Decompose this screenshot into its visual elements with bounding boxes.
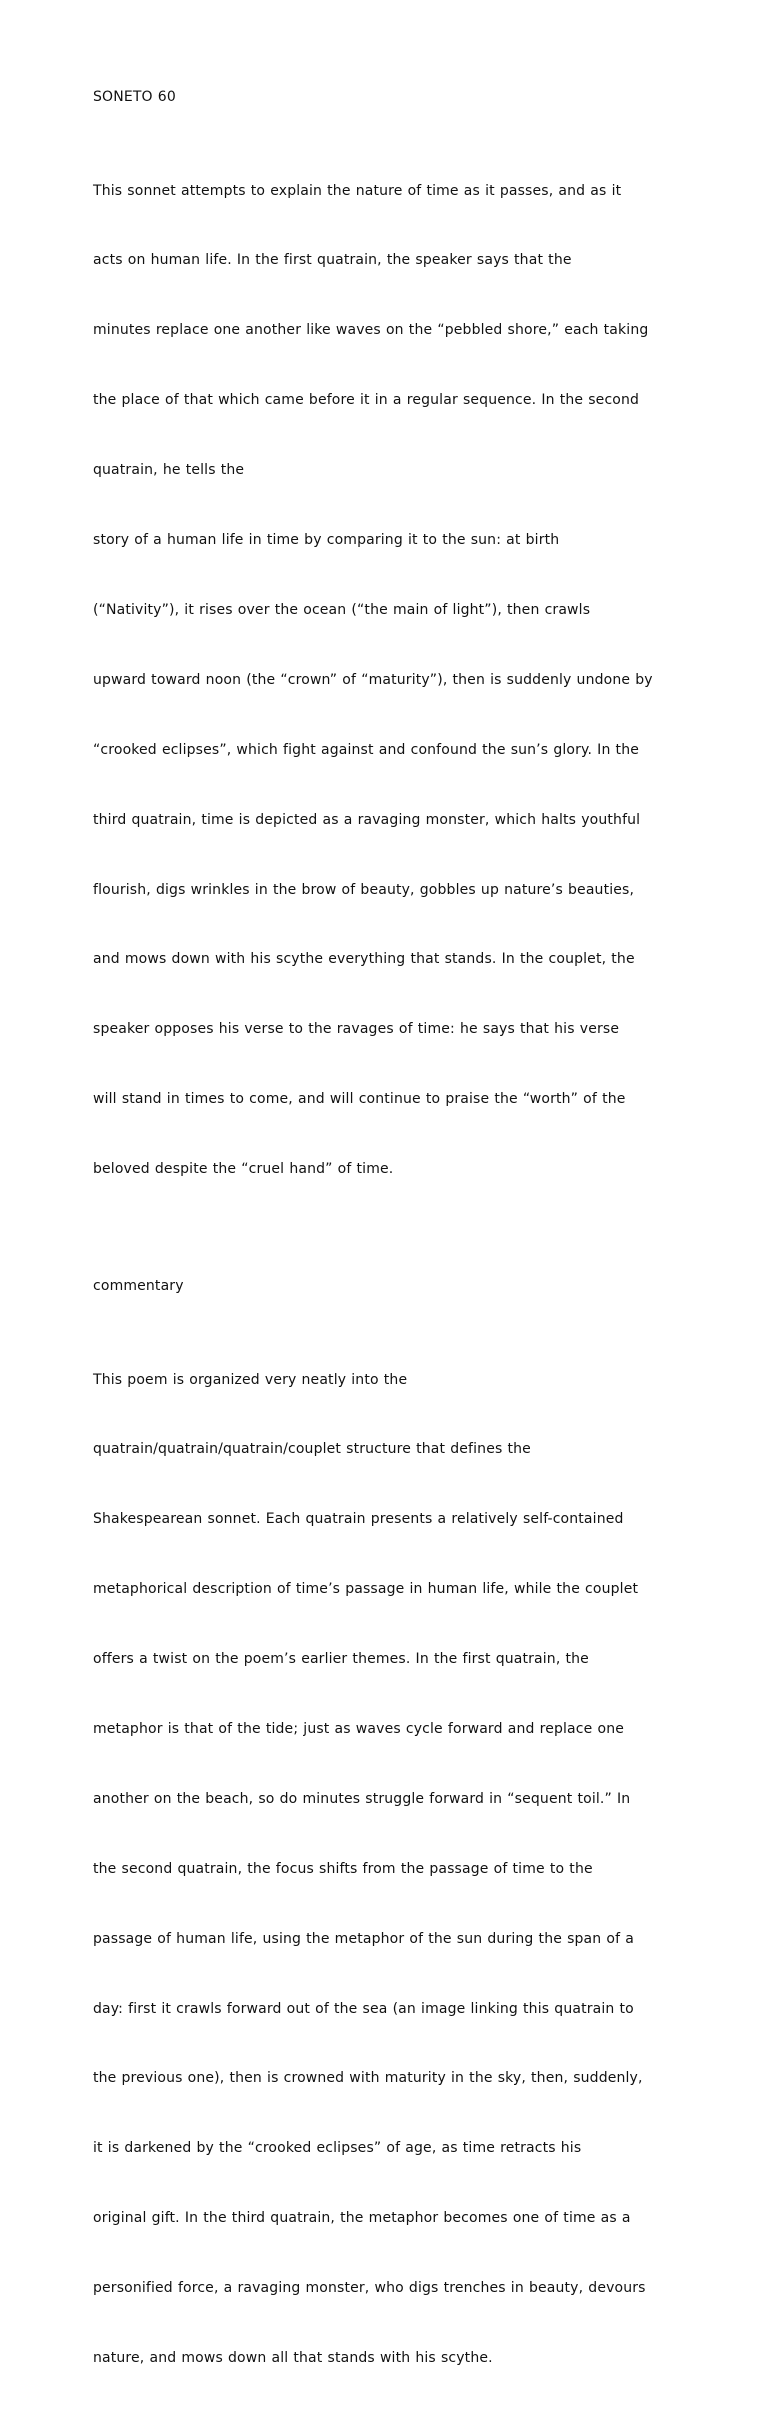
summary-line: story of a human life in time by comparing it to the sun: at birth [93,532,560,549]
commentary-line: passage of human life, using the metaphor of the sun during the span of a [93,1930,635,1947]
spacer [93,1228,675,1275]
commentary-line: another on the beach, so do minutes struggle forward in “sequent toil.” In [93,1790,631,1807]
document-body [93,86,675,2417]
summary-line: third quatrain, time is depicted as a ravaging monster, which halts youthful [93,811,641,828]
spacer [93,1299,675,1322]
summary-line: will stand in times to come, and will continue to praise the “worth” of the [93,1091,626,1108]
commentary-line: it is darkened by the “crooked eclipses” of age, as time retracts his [93,2140,582,2157]
commentary-line: the second quatrain, the focus shifts from the passage of time to the [93,1860,593,1877]
summary-line: speaker opposes his verse to the ravages of time: he says that his verse [93,1021,620,1038]
commentary-line: This poem is organized very neatly into the [93,1371,408,1388]
summary-line: and mows down with his scythe everything that stands. In the couplet, the [93,951,635,968]
commentary-line: metaphor is that of the tide; just as waves cycle forward and replace one [93,1721,624,1737]
spacer [93,110,675,133]
summary-line: minutes replace one another like waves on the “pebbled shore,” each taking [93,322,649,339]
summary-line: flourish, digs wrinkles in the brow of beauty, gobbles up nature’s beauties, [93,881,635,898]
commentary-paragraph [93,1322,675,2417]
commentary-line: Shakespearean sonnet. Each quatrain presents a relatively self-contained [93,1511,624,1528]
commentary-line: original gift. In the third quatrain, the metaphor becomes one of time as a [93,2210,631,2227]
summary-line: (“Nativity”), it rises over the ocean (“the main of light”), then crawls [93,601,591,618]
summary-line: quatrain, he tells the [93,462,245,479]
commentary-heading: commentary [93,1277,184,1294]
document-title: SONETO 60 [93,89,176,105]
commentary-line: the previous one), then is crowned with maturity in the sky, then, suddenly, [93,2070,643,2087]
commentary-line: nature, and mows down all that stands with his scythe. [93,2350,493,2367]
summary-line: beloved despite the “cruel hand” of time. [93,1161,394,1178]
summary-line: upward toward noon (the “crown” of “maturity”), then is suddenly undone by [93,671,653,688]
summary-paragraph [93,133,675,1228]
summary-line: This sonnet attempts to explain the nature of time as it passes, and as it [93,182,622,199]
commentary-line: quatrain/quatrain/quatrain/couplet structure that defines the [93,1441,531,1458]
commentary-line: personified force, a ravaging monster, who digs trenches in beauty, devours [93,2280,646,2297]
commentary-line: metaphorical description of time’s passage in human life, while the couplet [93,1581,639,1598]
summary-line: “crooked eclipses”, which fight against and confound the sun’s glory. In the [93,741,639,758]
commentary-line: offers a twist on the poem’s earlier themes. In the first quatrain, the [93,1651,589,1668]
summary-line: acts on human life. In the first quatrain, the speaker says that the [93,252,572,269]
commentary-line: day: first it crawls forward out of the sea (an image linking this quatrain to [93,2000,634,2017]
summary-line: the place of that which came before it in a regular sequence. In the second [93,392,640,409]
